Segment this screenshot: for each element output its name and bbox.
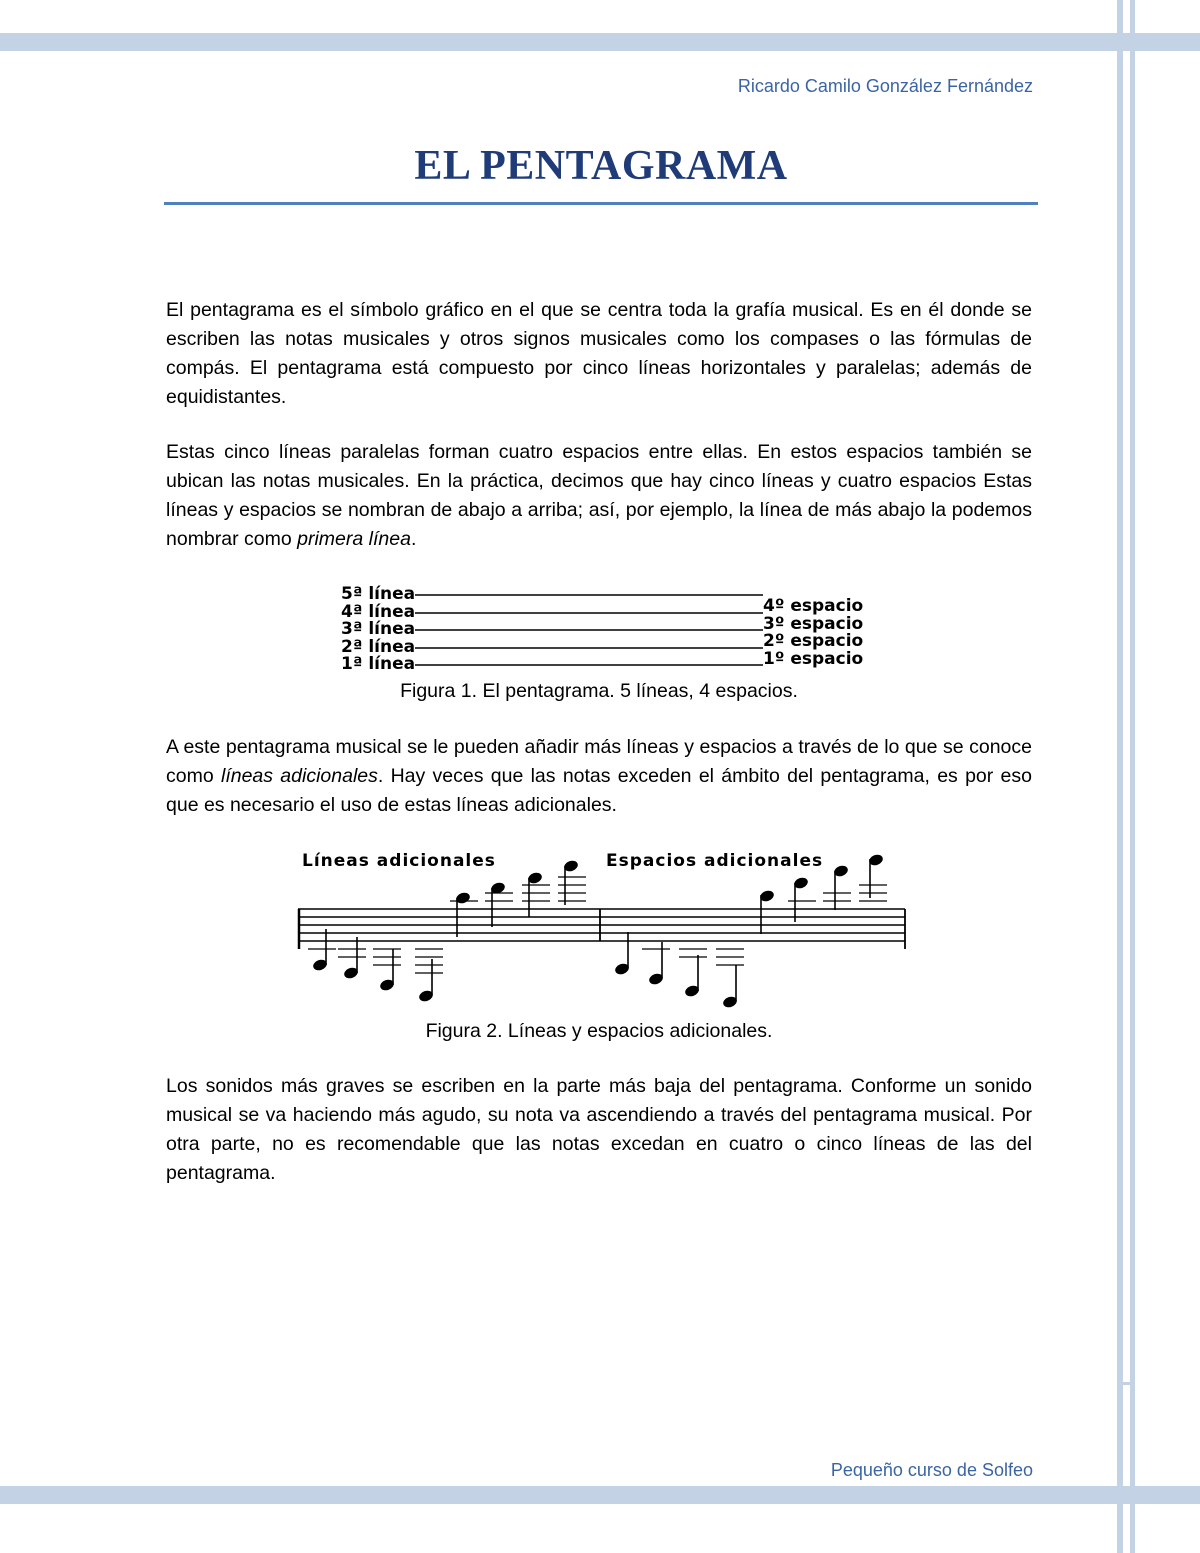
paragraph-2 bbox=[166, 438, 1032, 554]
ledger-spaces-label: Espacios adicionales bbox=[606, 851, 824, 871]
staff-space-label-1: 1º espacio bbox=[763, 649, 864, 669]
staff-line-label-3: 3ª línea bbox=[341, 619, 416, 639]
staff-line-label-4: 4ª línea bbox=[341, 602, 416, 622]
right-border-line-inner bbox=[1130, 0, 1135, 1553]
top-decorative-band bbox=[0, 33, 1200, 51]
staff-line-label-2: 2ª línea bbox=[341, 637, 416, 657]
paragraph-1: El pentagrama es el símbolo gráfico en el que se centra toda la grafía musical. Es en él donde se escriben las notas musicales y otros signos musicales como los compases o las fórmulas de compás. El pentagrama está compuesto por cinco líneas horizontales y paralelas; además de equidistantes. bbox=[166, 299, 1032, 408]
page-title: EL PENTAGRAMA bbox=[414, 143, 788, 189]
paragraph-3-text: A este pentagrama musical se le pueden añadir más líneas y espacios a través de lo que se conoce como bbox=[166, 736, 1032, 787]
figure-1-caption: Figura 1. El pentagrama. 5 líneas, 4 espacios. bbox=[400, 680, 798, 702]
paragraph-2-emphasis: primera línea bbox=[297, 528, 411, 550]
staff-line-label-5: 5ª línea bbox=[341, 584, 416, 604]
staff-line-label-1: 1ª línea bbox=[341, 654, 416, 674]
right-border-line bbox=[1117, 0, 1123, 1553]
staff-space-label-2: 2º espacio bbox=[763, 631, 864, 651]
paragraph-3-end: . Hay veces que las notas exceden el ámbito del pentagrama, es por eso que es necesario el uso de estas líneas adicionales. bbox=[166, 765, 1032, 816]
figure-1-staff-diagram bbox=[335, 582, 875, 674]
paragraph-2-end: . bbox=[410, 528, 417, 550]
figure-2-caption: Figura 2. Líneas y espacios adicionales. bbox=[425, 1020, 773, 1042]
right-border-tick bbox=[1117, 1382, 1135, 1385]
header-author: Ricardo Camilo González Fernández bbox=[737, 76, 1033, 96]
paragraph-3 bbox=[166, 733, 1032, 820]
staff-space-label-3: 3º espacio bbox=[763, 614, 864, 634]
ledger-lines-label: Líneas adicionales bbox=[302, 851, 496, 871]
paragraph-2-text: Estas cinco líneas paralelas forman cuatro espacios entre ellas. En estos espacios también se ubican las notas musicales. En la práctica, decimos que hay cinco líneas y cuatro espacios Estas líneas y espacios se nombran de abajo a arriba; así, por ejemplo, la línea de más abajo la podemos nombrar como bbox=[166, 441, 1032, 550]
paragraph-4: Los sonidos más graves se escriben en la parte más baja del pentagrama. Conforme un sonido musical se va haciendo más agudo, su nota va ascendiendo a través del pentagrama musical. Por otra parte, no es recomendable que las notas excedan en cuatro o cinco líneas de las del pentagrama. bbox=[166, 1075, 1032, 1184]
staff-space-label-4: 4º espacio bbox=[763, 596, 864, 616]
title-underline bbox=[164, 202, 1038, 205]
figure-2-ledger-diagram bbox=[290, 845, 915, 1010]
paragraph-3-emphasis: líneas adicionales bbox=[220, 765, 378, 787]
bottom-decorative-band bbox=[0, 1486, 1200, 1504]
footer-course-title: Pequeño curso de Solfeo bbox=[830, 1460, 1033, 1480]
